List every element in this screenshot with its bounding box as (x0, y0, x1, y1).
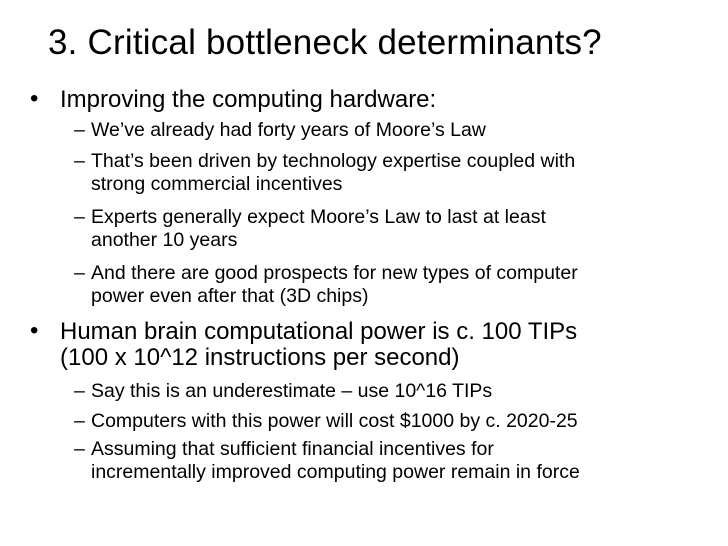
dash-marker: – (74, 206, 85, 228)
subpoint-text: incrementally improved computing power remain in force (91, 461, 580, 483)
dash-marker: – (74, 262, 85, 284)
subpoint-text: And there are good prospects for new types of computer (91, 262, 578, 284)
subpoint-text: power even after that (3D chips) (91, 285, 369, 307)
slide-title: 3. Critical bottleneck determinants? (48, 23, 602, 62)
bullet-text: (100 x 10^12 instructions per second) (60, 344, 460, 371)
subpoint-text: Computers with this power will cost $1000 by c. 2020-25 (91, 410, 578, 432)
subpoint-text: That’s been driven by technology expertise coupled with (91, 150, 576, 172)
bullet-marker: • (30, 317, 39, 344)
subpoint-text: Experts generally expect Moore’s Law to last at least (91, 206, 546, 228)
subpoint-text: another 10 years (91, 229, 238, 251)
subpoint-text: Assuming that sufficient financial incentives for (91, 438, 494, 460)
bullet-marker: • (30, 85, 39, 112)
bullet-text: Human brain computational power is c. 100 TIPs (60, 318, 578, 345)
subpoint-text: We’ve already had forty years of Moore’s Law (91, 119, 486, 141)
dash-marker: – (74, 150, 85, 172)
dash-marker: – (74, 438, 85, 460)
bullet-text: Improving the computing hardware: (60, 86, 437, 113)
dash-marker: – (74, 380, 85, 402)
dash-marker: – (74, 119, 85, 141)
subpoint-text: Say this is an underestimate – use 10^16 TIPs (91, 380, 493, 402)
dash-marker: – (74, 410, 85, 432)
subpoint-text: strong commercial incentives (91, 173, 343, 195)
